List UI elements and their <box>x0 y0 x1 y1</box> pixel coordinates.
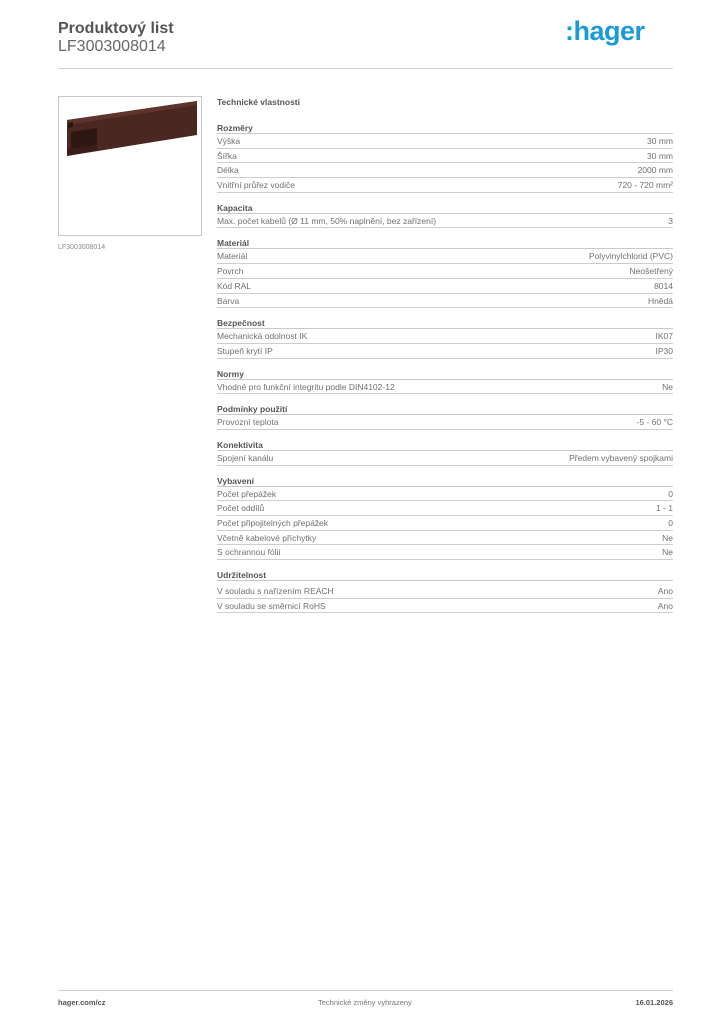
spec-value: Ne <box>662 532 673 543</box>
spec-label: Počet připojitelných přepážek <box>217 518 329 528</box>
footer-divider <box>58 990 673 991</box>
spec-row <box>217 451 673 466</box>
spec-row <box>217 415 673 430</box>
section-material <box>217 237 673 308</box>
spec-row <box>217 294 673 309</box>
spec-row <box>217 249 673 264</box>
section-connectivity <box>217 439 673 466</box>
spec-row <box>217 501 673 516</box>
spec-label: Šířka <box>217 150 237 161</box>
spec-value: 2000 mm <box>637 165 673 176</box>
spec-value: IP30 <box>655 345 673 356</box>
section-heading: Materiál <box>217 237 673 249</box>
technical-properties <box>217 96 673 622</box>
spec-label: Spojení kanálu <box>217 452 274 463</box>
section-heading: Kapacita <box>217 202 673 214</box>
spec-row <box>217 487 673 502</box>
spec-value: Předem vybavený spojkami <box>569 452 673 463</box>
spec-label: Provozní teplota <box>217 417 279 428</box>
spec-label: Kód RAL <box>217 280 252 291</box>
spec-label: Vhodné pro funkční integritu podle DIN4102-12 <box>217 381 395 392</box>
spec-label: V souladu s nařízením REACH <box>217 586 334 597</box>
spec-label: Včetně kabelové příchytky <box>217 532 317 543</box>
spec-value: Neošetřený <box>629 266 673 277</box>
spec-value: IK07 <box>655 331 673 342</box>
spec-row <box>217 264 673 279</box>
section-heading: Rozměry <box>217 122 673 134</box>
spec-label: Délka <box>217 165 239 176</box>
spec-label: Výška <box>217 136 241 146</box>
footer-website-link[interactable]: hager.com/cz <box>58 998 106 1007</box>
footer-notice: Technické změny vyhrazeny <box>318 998 412 1007</box>
spec-value: 720 - 720 mm² <box>617 180 673 191</box>
spec-value: Ne <box>662 547 673 558</box>
footer-date: 16.01.2026 <box>635 998 673 1007</box>
spec-value: Polyvinylchlorid (PVC) <box>588 251 673 262</box>
spec-value: 3 <box>668 215 673 226</box>
spec-row <box>217 516 673 531</box>
spec-row <box>217 329 673 344</box>
spec-row <box>217 584 673 599</box>
spec-row <box>217 149 673 164</box>
spec-label: Barva <box>217 295 240 306</box>
spec-value: Ano <box>657 586 673 597</box>
section-capacity <box>217 202 673 229</box>
spec-label: Stupeň krytí IP <box>217 345 273 356</box>
spec-value: 0 <box>668 488 673 499</box>
cable-trunking-image-icon <box>59 97 201 235</box>
spec-value: 30 mm <box>647 136 673 146</box>
specs-title: Technické vlastnosti <box>217 97 300 107</box>
spec-row <box>217 279 673 294</box>
spec-row <box>217 599 673 614</box>
section-heading: Udržitelnost <box>217 569 673 581</box>
section-heading: Vybavení <box>217 475 673 487</box>
section-heading: Podmínky použití <box>217 403 673 415</box>
product-code: LF3003008014 <box>58 38 166 55</box>
spec-value: 30 mm <box>647 150 673 161</box>
spec-label: V souladu se směrnicí RoHS <box>217 600 326 611</box>
spec-label: S ochrannou fólií <box>217 547 281 558</box>
spec-value: Ne <box>662 381 673 392</box>
spec-label: Vnitřní průřez vodiče <box>217 180 295 191</box>
spec-row <box>217 163 673 178</box>
header-divider <box>58 68 673 69</box>
spec-value: 8014 <box>654 280 673 291</box>
spec-row <box>217 545 673 560</box>
section-heading: Normy <box>217 368 673 380</box>
spec-value: Ano <box>657 600 673 611</box>
section-standards <box>217 368 673 395</box>
product-image <box>58 96 202 236</box>
image-caption: LF3003008014 <box>58 244 106 251</box>
section-conditions-of-use <box>217 403 673 430</box>
spec-row <box>217 344 673 359</box>
spec-label: Materiál <box>217 251 248 262</box>
section-sustainability <box>217 569 673 613</box>
spec-value: 0 <box>668 518 673 528</box>
spec-label: Počet oddílů <box>217 503 265 514</box>
section-dimensions <box>217 122 673 193</box>
spec-row <box>217 178 673 193</box>
document-header <box>58 20 174 56</box>
spec-value: Hnědá <box>647 295 673 306</box>
spec-row <box>217 531 673 546</box>
section-safety <box>217 317 673 358</box>
spec-label: Počet přepážek <box>217 488 277 499</box>
spec-row <box>217 134 673 149</box>
page-title: Produktový list <box>58 20 174 37</box>
section-heading: Bezpečnost <box>217 317 673 329</box>
spec-label: Max. počet kabelů (Ø 11 mm, 50% naplnění, bez zařízení) <box>217 215 437 226</box>
spec-label: Povrch <box>217 266 244 277</box>
spec-value: -5 - 60 °C <box>636 417 673 428</box>
spec-row <box>217 380 673 395</box>
spec-value: 1 - 1 <box>655 503 673 514</box>
section-equipment <box>217 475 673 560</box>
section-heading: Konektivita <box>217 439 673 451</box>
hager-logo: :hager <box>565 16 645 46</box>
spec-row <box>217 214 673 229</box>
spec-label: Mechanická odolnost IK <box>217 331 308 342</box>
